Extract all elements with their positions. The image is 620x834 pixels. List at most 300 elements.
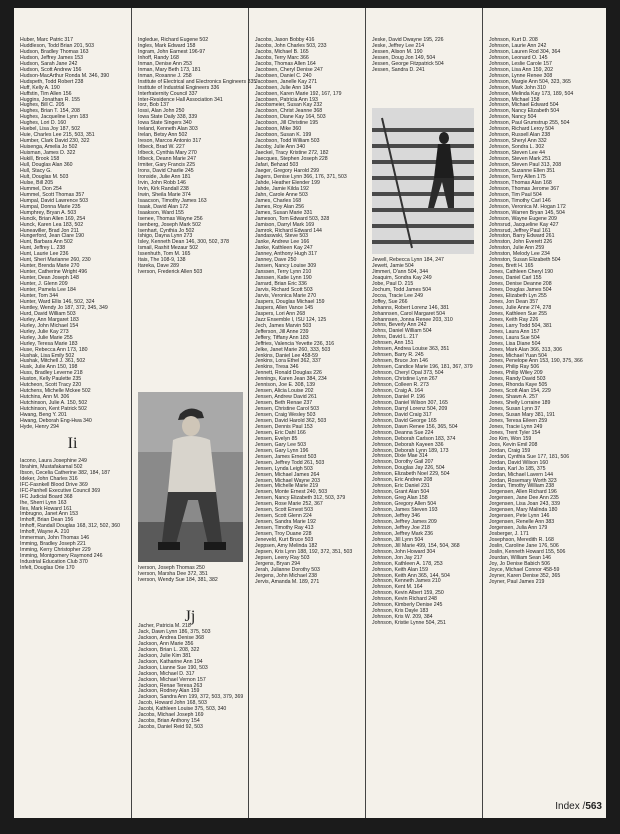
index-entry: Johnson, Sheryl Ann 332 xyxy=(489,138,547,145)
index-entry: Jandaswski, Steve 503 xyxy=(255,233,309,240)
index-entry: Jensen, Scott Glenn 224 xyxy=(255,513,312,520)
index-entry: Hutcheon, Scott Tracy 220 xyxy=(20,382,82,389)
index-entry: Jennings, Karen Jean 384, 234 xyxy=(255,376,327,383)
index-entry: Johnson, Suzanne Ellen 351 xyxy=(489,167,556,174)
index-entry: Johnson, Steven Lee 44 xyxy=(489,150,545,157)
index-entry: Jacobsen, Julie Ann 184 xyxy=(255,84,312,91)
index-entry: Hughes, Lori D. 160 xyxy=(20,120,67,127)
index-entry: Jordan, Craig 159 xyxy=(489,447,531,454)
index-entry: Jones, Michael Yuan 504 xyxy=(489,352,547,359)
index-entry: Jenkins, Daniel Lee 458-59 xyxy=(255,352,318,359)
index-entry: Johnson, Jeffrey Joe 218 xyxy=(372,524,430,531)
index-entry: Inman, Roxanne J. 258 xyxy=(138,72,192,79)
index-entry: Institute of Electrical and Electronics Engineers 335 xyxy=(138,78,257,85)
index-entry: Johnston, Melody Lee 234 xyxy=(489,251,550,258)
index-entry: Huffstin, Tim Allen 156 xyxy=(20,90,72,97)
entry-list xyxy=(132,624,247,731)
index-entry: IFC-Panhell Executive Council 369 xyxy=(20,487,101,494)
index-entry: Jacob, Howard John 168, 503 xyxy=(138,700,207,707)
index-entry: Hudson-MacArthur Ronda M. 346, 390 xyxy=(20,72,110,79)
index-entry: Jensen, Nancy Elizabeth 312, 503, 379 xyxy=(255,495,346,502)
index-entry: Jackson, Brian L. 208, 322 xyxy=(138,646,200,653)
index-entry: Jewett, Jamie 504 xyxy=(372,262,414,269)
index-entry: Ibson, Cecelia Catherine 382, 184, 187 xyxy=(20,469,110,476)
index-entry: Johnsrud, Jacqueline Kay 427 xyxy=(489,221,559,228)
index-entry: Johanns, Robert Lorenz 146, 381 xyxy=(372,304,450,311)
index-entry: Huston, Kelly Paulette 235 xyxy=(20,376,82,383)
index-entry: Jones, Keith Ray 226 xyxy=(489,316,539,323)
index-entry: Hutchinson, Julie A. 150, 502 xyxy=(20,400,88,407)
index-entry: Joy, Jo Denise Babich 506 xyxy=(489,560,551,567)
index-entry: Johnsrud, Jeffrey Paul 161 xyxy=(489,227,551,234)
index-entry: Jones, Daniel Carl 155 xyxy=(489,275,542,282)
index-entry: Joo Kim, Won 159 xyxy=(489,435,532,442)
index-entry: Johnson, Darryl Lorenz 504, 209 xyxy=(372,405,448,412)
index-entry: Joaquim, Sondra Kay 249 xyxy=(372,274,432,281)
index-entry: Hurd, David William 503 xyxy=(20,310,76,317)
index-entry: Jensen, Gary Lynn 196 xyxy=(255,447,309,454)
index-entry: Isaak, David Alan 172 xyxy=(138,203,189,210)
index-entry: Jones, Laura Sue 504 xyxy=(489,334,540,341)
index-entry: Huss, Bradley Leverne 218 xyxy=(20,370,83,377)
index-entry: Jones, Teresa Eileen 259 xyxy=(489,418,548,424)
index-entry: Huggins, Jonathan R. 155 xyxy=(20,96,80,103)
footer-label: Index / xyxy=(555,801,586,812)
index-entry: Irlbeck, Deann Marie 247 xyxy=(138,156,196,163)
index-entry: Jones, Julie Anne 274, 278 xyxy=(489,304,552,311)
entry-list xyxy=(366,258,477,627)
index-entry: Irvin, John Robb 146 xyxy=(138,179,186,186)
index-entry: Huntley, Wendy Jo 187, 372, 345, 349 xyxy=(20,304,108,311)
index-entry: Jacher, Patricia M. 218 xyxy=(138,623,191,629)
index-entry: Jones, Philip Ray 506 xyxy=(489,364,540,371)
index-entry: Jorgensen, Jane Dee Ann 235 xyxy=(489,495,559,502)
index-entry: Johnston, John Everett 226 xyxy=(489,239,553,246)
index-entry: Jaspers, Allen Vance 145 xyxy=(255,304,314,311)
index-entry: Hutchins, Ann M. 306 xyxy=(20,394,70,401)
index-entry: Imbrugno, Janet Ann 153 xyxy=(20,511,78,518)
index-entry: Janssen, Terry Lynn 210 xyxy=(255,269,312,276)
index-entry: Huddleson, Todd Brian 201, 503 xyxy=(20,42,95,49)
index-entry: Joffey, Sue 266 xyxy=(372,298,408,305)
index-entry: Itareka, Dave 289 xyxy=(138,263,179,270)
index-entry: Iorz, Bob 137 xyxy=(138,102,169,109)
index-entry: Irmiter, Gary Francis 225 xyxy=(138,162,196,169)
index-entry: Johnson, Margie Ann 504, 323, 365 xyxy=(489,78,571,85)
stairs-photo xyxy=(372,108,474,254)
index-entry: Isley, Kenneth Dean 146, 300, 502, 378 xyxy=(138,239,230,246)
index-entry: Jeffries, Valencia Yevette 236, 316 xyxy=(255,340,335,347)
index-entry: Hunck, Karen Lea 183, 502 xyxy=(20,221,84,228)
index-entry: Johnson, Kevin Richard 248 xyxy=(372,596,437,603)
index-entry: Hunt, Barbara Ann 502 xyxy=(20,239,73,246)
index-entry: Industrial Education Club 370 xyxy=(20,559,88,566)
index-entry: Johnson, Kimberly Denise 245 xyxy=(372,602,443,609)
index-entry: Hunter, Tom 344 xyxy=(20,292,58,299)
index-entry: Jacobson, Jill Christine 195 xyxy=(255,120,319,127)
index-entry: Jewell, Rebecca Lynn 184, 247 xyxy=(372,257,444,263)
index-entry: Johnson, Deborah Kayeen 336 xyxy=(372,441,444,448)
index-entry: Jacobson, Susan K. 199 xyxy=(255,132,312,139)
index-entry: Jorgensen, Renelle Ann 383 xyxy=(489,519,555,526)
index-entry: Jacobs, Brian Anthony 154 xyxy=(138,718,200,725)
index-entry: Jacobsen, Patricia Ann 193 xyxy=(255,96,318,103)
index-entry: Iverson, Frederick Allen 503 xyxy=(138,269,203,276)
index-entry: Huisenga, Amelia Jo 502 xyxy=(20,144,78,151)
index-entry: Jessen, Sandra D. 241 xyxy=(372,66,425,73)
index-entry: Hunter, Catherine Wright 496 xyxy=(20,269,88,276)
index-entry: Jaecques, Stephen Joseph 228 xyxy=(255,156,328,163)
index-entry: Johnson, Jeffrey 346 xyxy=(372,512,421,519)
index-entry: Iverson, Marsha Dee 372, 351 xyxy=(138,570,208,577)
index-entry: Jensen, Andrew David 261 xyxy=(255,394,317,401)
index-entry: Jensen, Michelle Marie 219 xyxy=(255,483,319,490)
index-entry: Hwang, Beng Y. 201 xyxy=(20,412,67,419)
index-entry: Johannsen, Jonna Renee 203, 310 xyxy=(372,316,453,323)
index-entry: Johnson, Nancy Elizabeth 504 xyxy=(489,108,560,115)
index-entry: Issenhuth, Tom M. 165 xyxy=(138,251,191,258)
index-entry: Jensen, James Ernest 503 xyxy=(255,453,317,460)
index-entry: Jordan, David Wilson 160 xyxy=(489,459,549,466)
index-entry: Jacobsen, Karen Marie 192, 167, 179 xyxy=(255,90,342,97)
index-entry: Johnson, Jon Jay 217 xyxy=(372,554,423,561)
index-entry: Johnson, Thomas Jerome 367 xyxy=(489,185,559,192)
page-footer xyxy=(555,801,602,812)
index-entry: Jack, Dawn Lynn 186, 375, 503 xyxy=(138,628,211,635)
index-entry: Johns, Daniel William 504 xyxy=(372,328,432,335)
index-entry: Johnston, Julie Ann 259 xyxy=(489,245,545,252)
index-entry: Jones, Jon Dean 357 xyxy=(489,298,539,305)
index-entry: Janke, Andrew Lee 166 xyxy=(255,239,310,246)
index-entry: Imhoff, Wayne A. 210 xyxy=(20,529,70,536)
index-entry: Jahn, Carole Anne 503 xyxy=(255,191,308,198)
entry-list xyxy=(132,8,257,276)
index-entry: Johnson, Keith Alan 159 xyxy=(372,566,428,573)
index-entry: Imming, Kerry Christopher 229 xyxy=(20,547,91,554)
index-entry: Jones, Penelope Ann 153, 190, 375, 366 xyxy=(489,358,583,365)
index-entry: Johnson, Greg Alan 158 xyxy=(372,495,428,502)
index-entry: Jergens, John Michael 238 xyxy=(255,572,317,579)
index-entry: Johnson, Russell Alan 238 xyxy=(489,132,551,139)
index-entry: Jones, Scott Alan 154, 229 xyxy=(489,388,551,395)
index-entry: Jacobs, Michael B. 165 xyxy=(255,48,309,55)
index-entry: Johnson, Gregory Allen 504 xyxy=(372,501,437,508)
index-entry: Johnson, Steven Paul 313, 208 xyxy=(489,162,562,169)
index-entry: Jensen, Dennis Paul 153 xyxy=(255,423,313,430)
index-entry: Imhoff, Randall Douglas 168, 312, 502, 360 xyxy=(20,523,120,530)
index-entry: Joyner, Karen Denise 352, 365 xyxy=(489,572,561,579)
index-entry: Jensen, David Harold 362, 503 xyxy=(255,418,327,424)
entry-list xyxy=(14,8,131,431)
index-entry: Jordan, Karl Jo 185, 375 xyxy=(489,465,546,472)
index-entry: Josberger, J. 171 xyxy=(489,531,529,538)
index-entry: Joyner, Paul James 219 xyxy=(489,578,545,585)
index-entry: Jackson, Lianne Sue 190, 503 xyxy=(138,664,208,671)
index-entry: Jackson, Julie Kim 381 xyxy=(138,652,192,659)
index-entry: Hurley, Julie Marie 255 xyxy=(20,334,73,341)
index-entry: Hudson, Jeffrey James 153 xyxy=(20,54,84,61)
index-entry: Jackson, Andrea Denise 368 xyxy=(138,634,205,641)
index-entry: Johnson, Jill Lynn 504 xyxy=(372,536,424,543)
index-entry: Jackson, Michael Vernon 157 xyxy=(138,676,206,683)
index-entry: Jones, Susan Lynn 37 xyxy=(489,406,541,413)
index-entry: Jensen, Troy Duane 228 xyxy=(255,531,312,538)
index-entry: Humber, Clark David 230, 322 xyxy=(20,138,90,145)
index-entry: Jones, Kathleen Sue 255 xyxy=(489,310,547,317)
index-entry: Ironside, Julie Ann 181 xyxy=(138,173,191,180)
index-entry: Johnson, Jill Marie 499, 154, 504, 368 xyxy=(372,542,460,549)
index-entry: Janney, Dave 250 xyxy=(255,257,297,264)
index-entry: Johnson, Keith Ann 365, 144, 504 xyxy=(372,572,450,579)
index-entry: Jazz Ensemble I, ISU 124, 125 xyxy=(255,316,327,323)
index-entry: Hurley, Ann Margaret 183 xyxy=(20,316,79,323)
index-entry: Irwin, Sheila Marie 374 xyxy=(138,191,191,198)
index-entry: Johnson, Daniel P. 196 xyxy=(372,393,425,400)
index-entry: Isaakson, Ward 155 xyxy=(138,209,184,216)
index-entry: IFC Judicial Board 368 xyxy=(20,493,73,500)
index-entry: Ingram, John Earnest 196-97 xyxy=(138,48,206,55)
index-entry: Josephson, Meredith R. 168 xyxy=(489,537,554,544)
index-entry: Jones, Trent Tyler 154 xyxy=(489,429,541,436)
index-entry: Inhoff, Randy 168 xyxy=(138,54,179,61)
index-entry: Jarrard, Brian Eric 336 xyxy=(255,281,307,288)
index-entry: Jensen, Scott Ernest 503 xyxy=(255,507,313,514)
index-entry: Huebel, Lisa Joy 187, 502 xyxy=(20,126,80,133)
index-entry: Johnson, Wayne Eugene 209 xyxy=(489,215,557,222)
index-entry: Iacono, Laura Josephine 249 xyxy=(20,457,87,464)
index-entry: Jech, James Marvin 503 xyxy=(255,322,312,329)
index-entry: Jordan, Rosemary Worth 323 xyxy=(489,477,557,484)
index-entry: Huff, Kelly A. 190 xyxy=(20,84,60,91)
section-letter-i: Ii xyxy=(67,434,78,452)
index-entry: Hutchinson, Kent Patrick 502 xyxy=(20,406,87,413)
index-entry: Jamison, Darryl Mark 169 xyxy=(255,221,315,228)
index-entry: Jaspers, Lori Ann 268 xyxy=(255,310,306,317)
index-entry: Irlbeck, Cynthia Mary 270 xyxy=(138,150,197,157)
index-entry: Johnsen, Andrea Louise 363, 351 xyxy=(372,346,450,353)
index-entry: Jeneveld, Kurt Bruce 503 xyxy=(255,537,314,544)
index-entry: Hudson, Sarah Jane 242 xyxy=(20,60,78,67)
index-entry: Iowa State Singers 340 xyxy=(138,120,192,127)
index-entry: Jackson, Renae Teresa 263 xyxy=(138,682,203,689)
index-entry: Hwang, Deborah Eng-Hwa 340 xyxy=(20,418,92,424)
index-entry: Johnson, Tim Paul 504 xyxy=(489,191,542,198)
index-entry: Jensen, Beth Renae 237 xyxy=(255,400,313,407)
index-entry: Humpal, David Lawrence 503 xyxy=(20,197,89,204)
index-entry: Jackson, Katharine Ann 194 xyxy=(138,658,203,665)
index-entry: Jones, Susan Mary 381, 191 xyxy=(489,412,556,419)
index-entry: Johnsen, Bruce Jon 146 xyxy=(372,358,428,365)
index-entry: Jensen, Eric Dahl 166 xyxy=(255,429,306,436)
index-entry: Interfraternity Council 337 xyxy=(138,90,198,97)
index-entry: Joslin, Caroline Jane 176, 506 xyxy=(489,543,559,550)
index-entry: Jessen, Doug Jon 149, 504 xyxy=(372,54,436,61)
index-entry: Jensen, Craig Wesley 503 xyxy=(255,412,316,419)
index-entry: Jefferson, Jill Anne 239 xyxy=(255,328,309,335)
index-entry: Hutchens, Michelle Mckee 502 xyxy=(20,388,91,395)
index-entry: Johnson, Douglas Jay 226, 504 xyxy=(372,465,445,472)
index-entry: Johnson, Nancy 504 xyxy=(489,114,537,121)
index-entry: Jackson, Ann Marie 356 xyxy=(138,640,194,647)
index-entry: Jones, Douglas James 504 xyxy=(489,287,552,294)
index-entry: Jackson, Michael D. 317 xyxy=(138,670,195,677)
index-entry: Jacobson, Christ Jeanne 368 xyxy=(255,108,323,115)
index-entry: Jameson, Tom Edward 503, 328 xyxy=(255,215,330,222)
index-entry: Hurley, John Michael 154 xyxy=(20,322,79,329)
index-entry: Johnson, Sondra L. 302 xyxy=(489,144,545,151)
index-entry: Johnson, Mark John 310 xyxy=(489,84,546,91)
index-entry: Iverson, Joseph Thomas 250 xyxy=(138,565,205,571)
index-entry: Hudson, Scott Andrew 156 xyxy=(20,66,82,73)
index-entry: Jones, Shawn A. 257 xyxy=(489,394,538,401)
index-entry: Hungerford, Jean Clare 190 xyxy=(20,233,85,240)
index-entry: Imhoff, Brian Dean 156 xyxy=(20,517,74,524)
index-entry: Johnson, Kris Dayle 183 xyxy=(372,608,429,615)
index-entry: Johnson, Timothy Carl 146 xyxy=(489,197,551,204)
index-entry: Johnson, Lynne Renee 308 xyxy=(489,72,553,79)
index-entry: James, Charles 168 xyxy=(255,197,302,204)
index-column-5 xyxy=(483,8,606,818)
index-entry: Jensen, Rose Marie 252, 367 xyxy=(255,501,323,508)
index-entry: Ireson, Marcos Antonio 317 xyxy=(138,138,202,145)
index-entry: Inman, Denise Ann 253 xyxy=(138,60,192,67)
index-entry: Jones, Laura Ann 157 xyxy=(489,328,540,335)
index-entry: Johnson, Jeffrey Mark 236 xyxy=(372,530,434,537)
index-entry: Itais, The 108-9, 138 xyxy=(138,257,186,264)
index-entry: Johnson, Michael 158 xyxy=(489,96,540,103)
index-column-1 xyxy=(14,8,132,818)
index-entry: Iverson, Wendy Sue 184, 381, 382 xyxy=(138,576,218,583)
index-entry: Jacobi, Kathleen Louise 375, 503, 340 xyxy=(138,706,227,713)
entry-list xyxy=(366,8,482,74)
index-entry: James, Roy Alan 256 xyxy=(255,203,305,210)
index-page xyxy=(14,8,606,818)
index-entry: Jacobs, John Charles 503, 233 xyxy=(255,42,327,49)
index-entry: Hummel, Don 254 xyxy=(20,185,62,192)
index-entry: Johnson, Lisa Ann 159, 202 xyxy=(489,66,554,73)
index-entry: Janssen, Katie Lynn 190 xyxy=(255,275,312,282)
index-entry: Jafari, Behzad 503 xyxy=(255,162,299,169)
index-entry: Huneaviller, Brad Jon 211 xyxy=(20,227,80,234)
entry-list xyxy=(132,566,222,584)
index-entry: Johnson, Leonard O. 145 xyxy=(489,54,548,61)
index-entry: Inter-Residence Hall Association 341 xyxy=(138,96,223,103)
index-entry: Jordan, Timothy William 238 xyxy=(489,483,555,490)
index-entry: Joos, Kevin Emil 208 xyxy=(489,441,538,448)
index-entry: Johnson, Kris W. 209, 384 xyxy=(372,614,433,621)
stairs-photo-icon xyxy=(372,108,474,254)
index-entry: Jenkins, Lora Ethel 362, 337 xyxy=(255,358,321,365)
index-entry: Johnson, Leslie Carole 157 xyxy=(489,60,552,67)
index-entry: Isenhart, Cynthia Jo 502 xyxy=(138,227,195,234)
index-entry: Johnson, Lauren Rod 304, 364 xyxy=(489,48,561,55)
index-entry: Jahde, Heather Elender 199 xyxy=(255,179,320,186)
index-entry: Hughes, Jacqueline Lynn 183 xyxy=(20,114,89,121)
index-entry: Johnson, Elizabeth Noel 229, 504 xyxy=(372,471,450,478)
index-entry: Ismail, Rashit Mezaur 502 xyxy=(138,245,198,252)
index-entry: Jeffery, Tiffany Ann 183 xyxy=(255,334,309,341)
index-entry: Jamrok, Richard Edward 144 xyxy=(255,227,322,234)
index-entry: Jagers, Denise Lynn 366, 176, 371, 503 xyxy=(255,173,347,180)
student-photo xyxy=(138,392,243,562)
index-entry: Jensen, Sandra Marie 192 xyxy=(255,519,316,526)
index-entry: Hunter, Ward Ellis 146, 502, 324 xyxy=(20,298,95,305)
index-entry: Immerman, John Thomas 146 xyxy=(20,535,90,542)
index-entry: Hunt, Sheri Marianne 260, 230 xyxy=(20,257,91,264)
index-entry: Johnson, Deborah Carlson 183, 374 xyxy=(372,435,456,442)
index-entry: Hudson, Bradley Thomas 163 xyxy=(20,48,89,55)
index-entry: Huber, Marc Patric 317 xyxy=(20,37,74,43)
index-entry: Johnson, Deanna Sue 224 xyxy=(372,429,434,436)
index-entry: Iowa State Daily 338, 339 xyxy=(138,114,198,121)
index-entry: Hyde, Henry 294 xyxy=(20,423,59,430)
index-entry: Jarvis, Veronica Marie 270 xyxy=(255,292,317,299)
index-entry: Jacobson, Diane Kay 164, 503 xyxy=(255,114,326,121)
index-entry: Janke, Kathleen Kay 247 xyxy=(255,245,313,252)
index-entry: Johnson, Jeffrey James 209 xyxy=(372,518,437,525)
index-entry: Johnson, Dorothy Gail 207 xyxy=(372,459,434,466)
index-entry: Johnson, Deborah Lynn 189, 173 xyxy=(372,447,449,454)
index-entry: Jones, Cathleen Cheryl 190 xyxy=(489,269,554,276)
index-entry: Jepsen, Leeny Ray 503 xyxy=(255,554,310,561)
index-entry: Hushak, Lisa Emily 502 xyxy=(20,352,75,359)
index-entry: Jensen, Lynda Leigh 503 xyxy=(255,465,313,472)
index-entry: Jeske, David Dwayne 195, 226 xyxy=(372,37,444,43)
index-entry: Huie, Charles Lee 215, 503, 351 xyxy=(20,132,95,139)
index-entry: Imming, Bradley Joseph 221 xyxy=(20,541,86,548)
index-entry: Jessen, George Fitzpatrick 504 xyxy=(372,60,444,67)
index-entry: Jergens, Bryan 294 xyxy=(255,560,300,567)
index-entry: Jennison, Joe E. 308, 139 xyxy=(255,382,315,389)
index-entry: Johnson, John Howard 304 xyxy=(372,548,436,555)
index-entry: Johnson, Terry Allen 175 xyxy=(489,173,546,180)
index-entry: Johnson, Kathleen A. 178, 253 xyxy=(372,560,443,567)
entry-list xyxy=(249,8,365,586)
index-entry: Johnson, Cheryl Opal 373, 504 xyxy=(372,370,444,377)
index-entry: Jackson, Sandra Ann 199, 372, 503, 379, 369 xyxy=(138,694,244,701)
index-entry: Jensen, Gary Lee 503 xyxy=(255,441,307,448)
index-entry: Jansen, Nancy Louise 309 xyxy=(255,263,317,270)
index-entry: Ingles, Mark Edward 158 xyxy=(138,42,196,49)
index-entry: Jones, Mark Alan 366, 313, 306 xyxy=(489,346,562,353)
index-entry: Jimmeri, D'ann 504, 344 xyxy=(372,268,429,275)
page-number: 563 xyxy=(585,801,602,812)
index-entry: Jenkins, Tresa 346 xyxy=(255,364,299,371)
index-entry: Jorgensen, Pete Lynn 146 xyxy=(489,513,550,520)
index-entry: Jaeger, Gregory Harold 299 xyxy=(255,167,320,174)
index-entry: Jorgensen, Allen Richard 196 xyxy=(489,489,557,496)
index-entry: Irons, David Charlie 245 xyxy=(138,167,194,174)
index-entry: Jensen, Jeffrey Todd 261, 503 xyxy=(255,459,325,466)
index-entry: Jensen, Michael James 264 xyxy=(255,471,320,478)
index-entry: Johnsen, Barry R. 245 xyxy=(372,352,424,359)
index-entry: Jensen, Timothy Ray 413 xyxy=(255,525,314,532)
index-entry: Hunter, Pamela Lee 184 xyxy=(20,287,76,294)
index-entry: Jaspers, Douglas Michael 159 xyxy=(255,298,325,305)
index-entry: Jeske, Jeffrey Lee 214 xyxy=(372,42,425,49)
index-entry: Jensen, Christine Carol 503 xyxy=(255,406,320,413)
index-entry: Jessen, Alison M. 190 xyxy=(372,48,423,55)
index-entry: Johnsen, Ann 151 xyxy=(372,340,414,347)
index-entry: Jorgensen, Mary Malinda 180 xyxy=(489,507,558,514)
index-entry: Jorgensen, Lisa Joan 243, 339 xyxy=(489,501,560,508)
index-entry: Johnson, Daniel Wilson 307, 165 xyxy=(372,399,448,406)
index-entry: Hunter, J. Glenn 209 xyxy=(20,281,68,288)
index-entry: Jelke, Janet Marie 260, 333, 503 xyxy=(255,346,331,353)
index-entry: Hulse, Bill 205 xyxy=(20,179,54,186)
index-entry: Johnson, Dixie Mae 314 xyxy=(372,453,428,460)
index-entry: Johnson, Kurt D. 208 xyxy=(489,37,538,43)
